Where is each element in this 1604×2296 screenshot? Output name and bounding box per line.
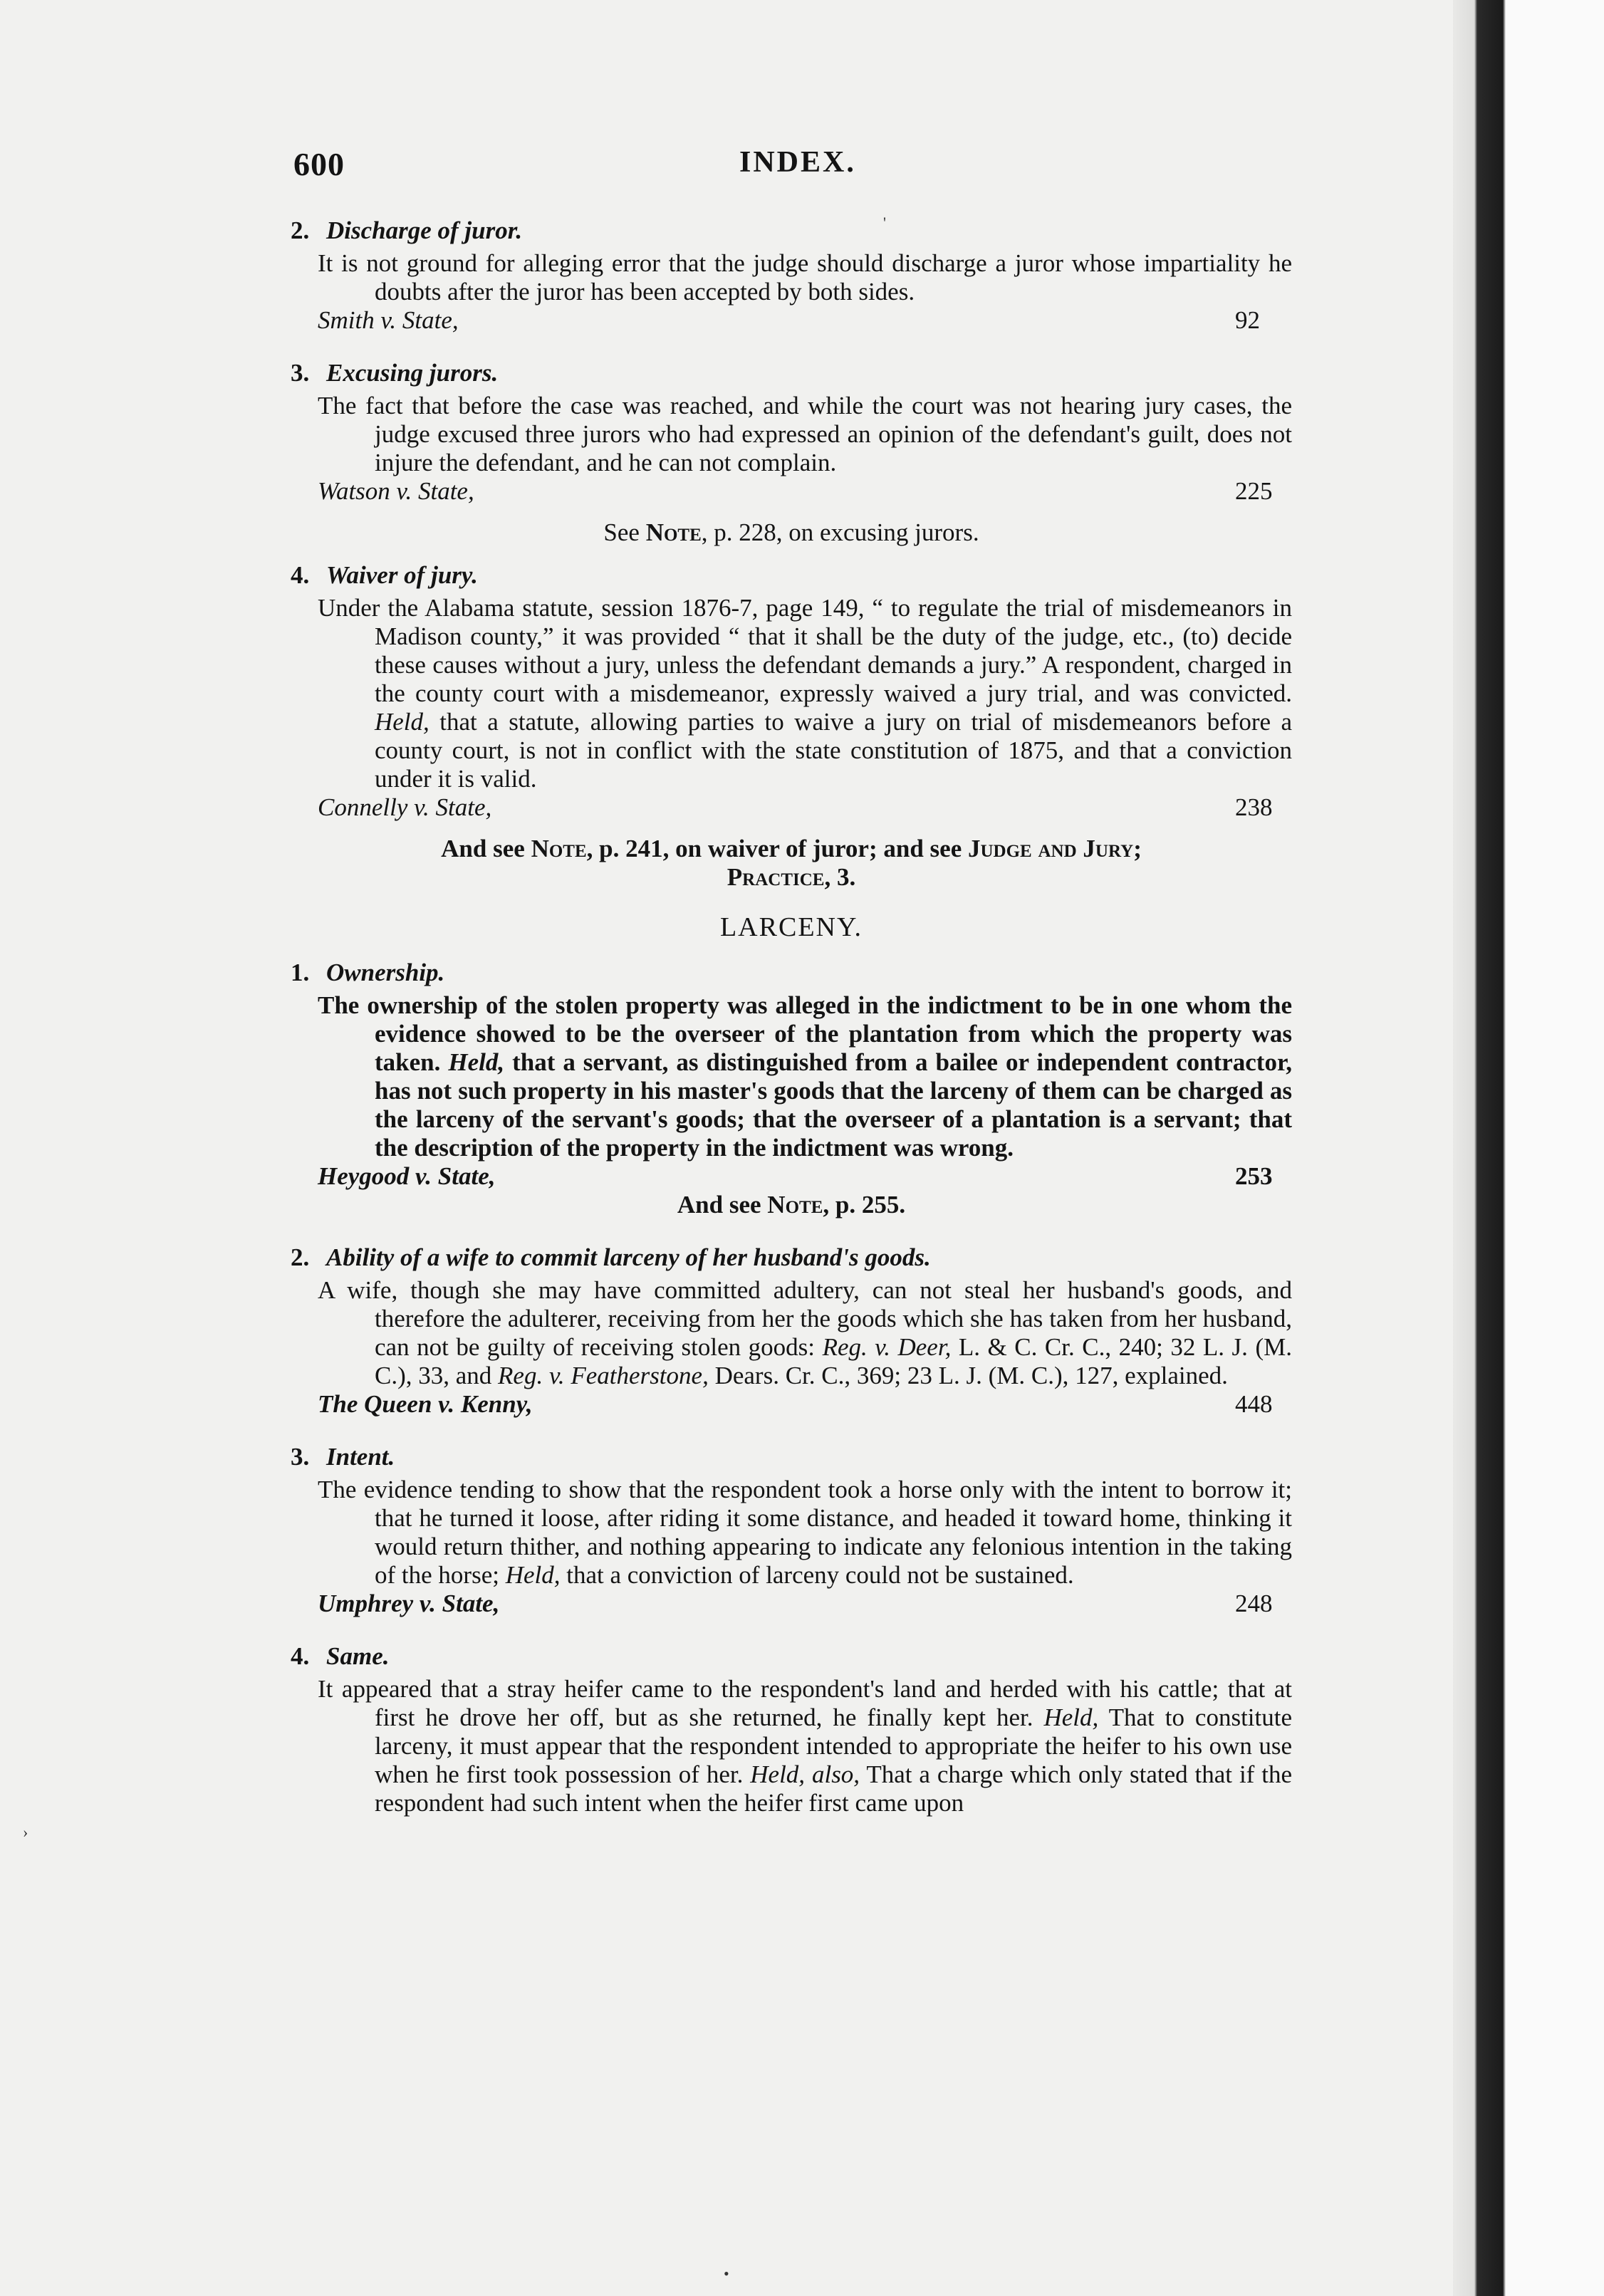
entry-waiver-of-jury [291,561,1292,892]
entry-discharge-of-juror [291,216,1292,335]
speck: ' [883,214,886,231]
case-citation: Umphrey v. State, 248 [318,1590,1273,1617]
entry-text: It appeared that a stray heifer came to the respondent's land and herded with his cattle; that at first he drove her off, but as she returned, he finally kept her. Held, That to constitute larceny, it must appear that the respondent intended to appropriate the heifer to his own use when he first took possession of her. Held, also, That a charge which only stated that if the respondent had such intent when the heifer first came upon [318,1675,1293,1817]
entry-heading: 2. Ability of a wife to commit larceny of her husband's goods. [291,1243,931,1271]
index-content [291,216,1292,1817]
running-title: INDEX. [739,146,856,179]
see-note-line: And see Note, p. 255. [677,1191,906,1219]
entry-text: Under the Alabama statute, session 1876-7, page 149, “ to regulate the trial of misdemeanors in Madison county,” it was provided “ that it shall be the duty of the judge, etc., (to) decide these causes without a jury, unless the defendant demands a jury.” A respondent, charged in the county court with a misdemeanor, expressly waived a jury trial, and was convicted. Held, that a statute, allowing parties to waive a jury on trial of misdemeanors before a county court, is not in conflict with the state constitution of 1875, and that a conviction under it is valid. Connelly v. State, 238 [318,594,1293,821]
see-note-line: See Note, p. 228, on excusing jurors. [603,518,979,546]
case-citation: Smith v. State, 92 [318,306,1260,334]
entry-excusing-jurors [291,359,1292,547]
entry-text: The evidence tending to show that the respondent took a horse only with the intent to borrow it; that he turned it loose, after riding it some distance, and headed it toward home, thinking it would return thither, and nothing appearing to indicate any felonious intention in the taking of the horse; Held, that a conviction of larceny could not be sustained. Umphrey v. State, 248 [318,1476,1292,1617]
case-citation: Watson v. State, 225 [318,477,1273,505]
page-number: 600 [293,146,345,182]
see-also-line: And see Note, p. 241, on waiver of juror; and see Judge and Jury; Practice, 3. [441,835,1142,891]
page-header [293,145,1291,195]
entry-ownership [291,959,1292,1219]
entry-heading: 1. Ownership. [291,959,445,986]
entry-text: The fact that before the case was reached, and while the court was not hearing jury cases, the judge excused three jurors who had expressed an opinion of the defendant's guilt, does not injure the defendant, and he can not complain. Watson v. State, 225 [318,392,1292,505]
entry-intent [291,1443,1292,1618]
entry-text: It is not ground for alleging error that the judge should discharge a juror whose impartiality he doubts after the juror has been accepted by both sides. Smith v. State, 92 [318,249,1292,334]
entry-heading: 3. Excusing jurors. [291,359,499,387]
entry-text: The ownership of the stolen property was alleged in the indictment to be in one whom the evidence showed to be the overseer of the plantation from which the property was taken. Held, that a servant, as distinguished from a bailee or independent contractor, has not such property in his master's goods that the larceny of them can be charged as the larceny of the servant's goods; that the overseer of a plantation is a servant; that the description of the property in the indictment was wrong. Heygood v. State, 253 [318,991,1293,1190]
entry-same [291,1642,1292,1817]
section-title-larceny: LARCENY. [719,912,863,942]
case-citation: Heygood v. State, 253 [318,1162,1273,1190]
entry-heading: 2. Discharge of juror. [291,216,523,244]
entry-heading: 3. Intent. [291,1443,395,1471]
case-citation: The Queen v. Kenny, 448 [318,1390,1273,1418]
case-citation: Connelly v. State, 238 [318,793,1273,821]
entry-heading: 4. Same. [291,1642,390,1670]
entry-text: A wife, though she may have committed adultery, can not steal her husband's goods, and therefore the adulterer, receiving from her the goods which she has taken from her husband, can not be guilty of receiving stolen goods: Reg. v. Deer, L. & C. Cr. C., 240; 32 L. J. (M. C.), 33, and Reg. v. Featherstone, Dears. Cr. C., 369; 23 L. J. (M. C.), 127, explained. The Queen v. Kenny, 448 [318,1276,1292,1418]
entry-ability-of-wife [291,1243,1292,1419]
speck: • [724,2265,729,2282]
speck: › [23,1823,28,1841]
entry-heading: 4. Waiver of jury. [291,561,478,589]
scan-edge [1453,0,1604,2296]
